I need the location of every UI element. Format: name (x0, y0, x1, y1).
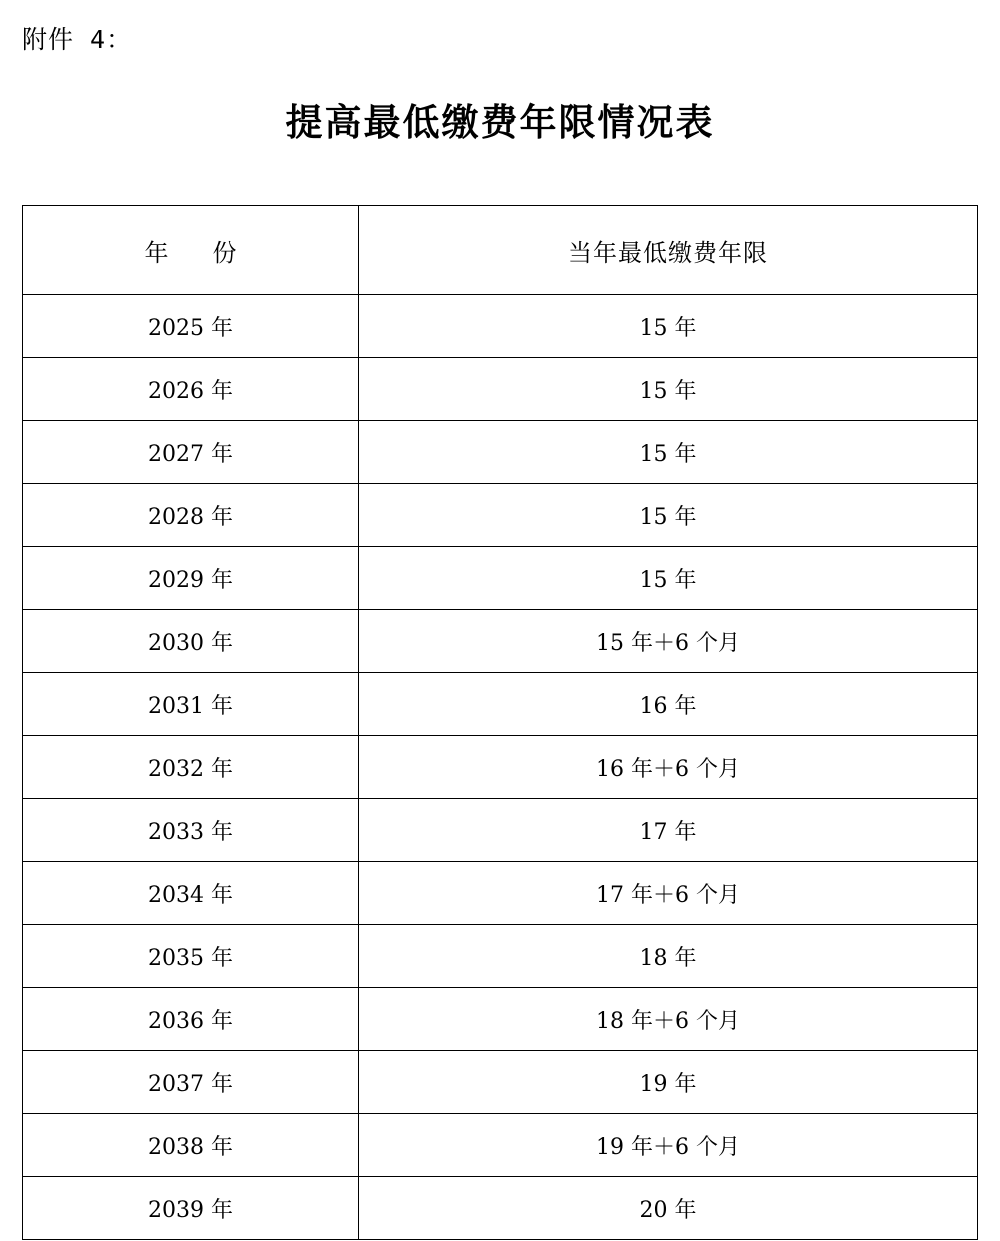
cell-year (23, 799, 359, 862)
table-row (23, 1114, 978, 1177)
cell-year-label: 2036 年 (148, 1008, 233, 1034)
cell-minimum-contribution-years-label: 15 年 (639, 378, 697, 404)
cell-year (23, 610, 359, 673)
cell-year (23, 295, 359, 358)
cell-year-label: 2034 年 (148, 882, 233, 908)
table-row (23, 673, 978, 736)
cell-minimum-contribution-years-label: 19 年＋6 个月 (596, 1134, 740, 1160)
cell-year (23, 862, 359, 925)
table-row (23, 421, 978, 484)
cell-year-label: 2028 年 (148, 504, 233, 530)
page-title: 提高最低缴费年限情况表 (285, 100, 715, 144)
table-row (23, 484, 978, 547)
cell-year-label: 2027 年 (148, 441, 233, 467)
cell-minimum-contribution-years (359, 1177, 978, 1240)
cell-year-label: 2038 年 (148, 1134, 233, 1160)
cell-minimum-contribution-years-label: 17 年 (639, 819, 697, 845)
table-row (23, 925, 978, 988)
cell-minimum-contribution-years-label: 16 年＋6 个月 (596, 756, 740, 782)
column-header-limit-label: 当年最低缴费年限 (568, 238, 768, 267)
table-row (23, 547, 978, 610)
column-header-year-label: 年 份 (144, 238, 247, 267)
cell-minimum-contribution-years (359, 736, 978, 799)
cell-minimum-contribution-years-label: 15 年 (639, 441, 697, 467)
table-row (23, 295, 978, 358)
table-row (23, 736, 978, 799)
cell-year (23, 673, 359, 736)
cell-minimum-contribution-years (359, 799, 978, 862)
cell-year-label: 2039 年 (148, 1197, 233, 1223)
cell-minimum-contribution-years (359, 862, 978, 925)
cell-minimum-contribution-years (359, 484, 978, 547)
table-row (23, 799, 978, 862)
cell-year (23, 421, 359, 484)
cell-year-label: 2035 年 (148, 945, 233, 971)
column-header-year (23, 206, 359, 295)
cell-minimum-contribution-years (359, 988, 978, 1051)
cell-minimum-contribution-years (359, 1051, 978, 1114)
table-header-row (23, 206, 978, 295)
cell-year-label: 2031 年 (148, 693, 233, 719)
cell-minimum-contribution-years (359, 547, 978, 610)
cell-year (23, 547, 359, 610)
cell-year (23, 925, 359, 988)
cell-minimum-contribution-years-label: 18 年 (639, 945, 697, 971)
cell-minimum-contribution-years (359, 295, 978, 358)
cell-year (23, 1051, 359, 1114)
cell-year (23, 1114, 359, 1177)
cell-minimum-contribution-years-label: 18 年＋6 个月 (596, 1008, 740, 1034)
cell-minimum-contribution-years-label: 20 年 (639, 1197, 697, 1223)
cell-minimum-contribution-years (359, 421, 978, 484)
table-row (23, 988, 978, 1051)
table-row (23, 862, 978, 925)
table-row (23, 1051, 978, 1114)
cell-year-label: 2033 年 (148, 819, 233, 845)
cell-minimum-contribution-years (359, 358, 978, 421)
table-row (23, 358, 978, 421)
cell-minimum-contribution-years-label: 17 年＋6 个月 (596, 882, 740, 908)
table-row (23, 1177, 978, 1240)
cell-year-label: 2025 年 (148, 315, 233, 341)
cell-year-label: 2030 年 (148, 630, 233, 656)
table-row (23, 610, 978, 673)
cell-minimum-contribution-years (359, 925, 978, 988)
cell-minimum-contribution-years-label: 16 年 (639, 693, 697, 719)
cell-year-label: 2026 年 (148, 378, 233, 404)
contribution-years-table (22, 205, 978, 1240)
cell-year (23, 358, 359, 421)
cell-minimum-contribution-years (359, 610, 978, 673)
cell-year (23, 988, 359, 1051)
cell-year-label: 2037 年 (148, 1071, 233, 1097)
column-header-limit (359, 206, 978, 295)
cell-year (23, 736, 359, 799)
cell-minimum-contribution-years-label: 15 年 (639, 504, 697, 530)
cell-year-label: 2032 年 (148, 756, 233, 782)
cell-minimum-contribution-years (359, 1114, 978, 1177)
attachment-label: 附件 4： (22, 25, 133, 54)
cell-minimum-contribution-years-label: 15 年＋6 个月 (596, 630, 740, 656)
cell-minimum-contribution-years-label: 19 年 (639, 1071, 697, 1097)
cell-minimum-contribution-years-label: 15 年 (639, 567, 697, 593)
cell-year (23, 484, 359, 547)
cell-year (23, 1177, 359, 1240)
cell-minimum-contribution-years-label: 15 年 (639, 315, 697, 341)
table-container (22, 205, 978, 1240)
cell-year-label: 2029 年 (148, 567, 233, 593)
cell-minimum-contribution-years (359, 673, 978, 736)
